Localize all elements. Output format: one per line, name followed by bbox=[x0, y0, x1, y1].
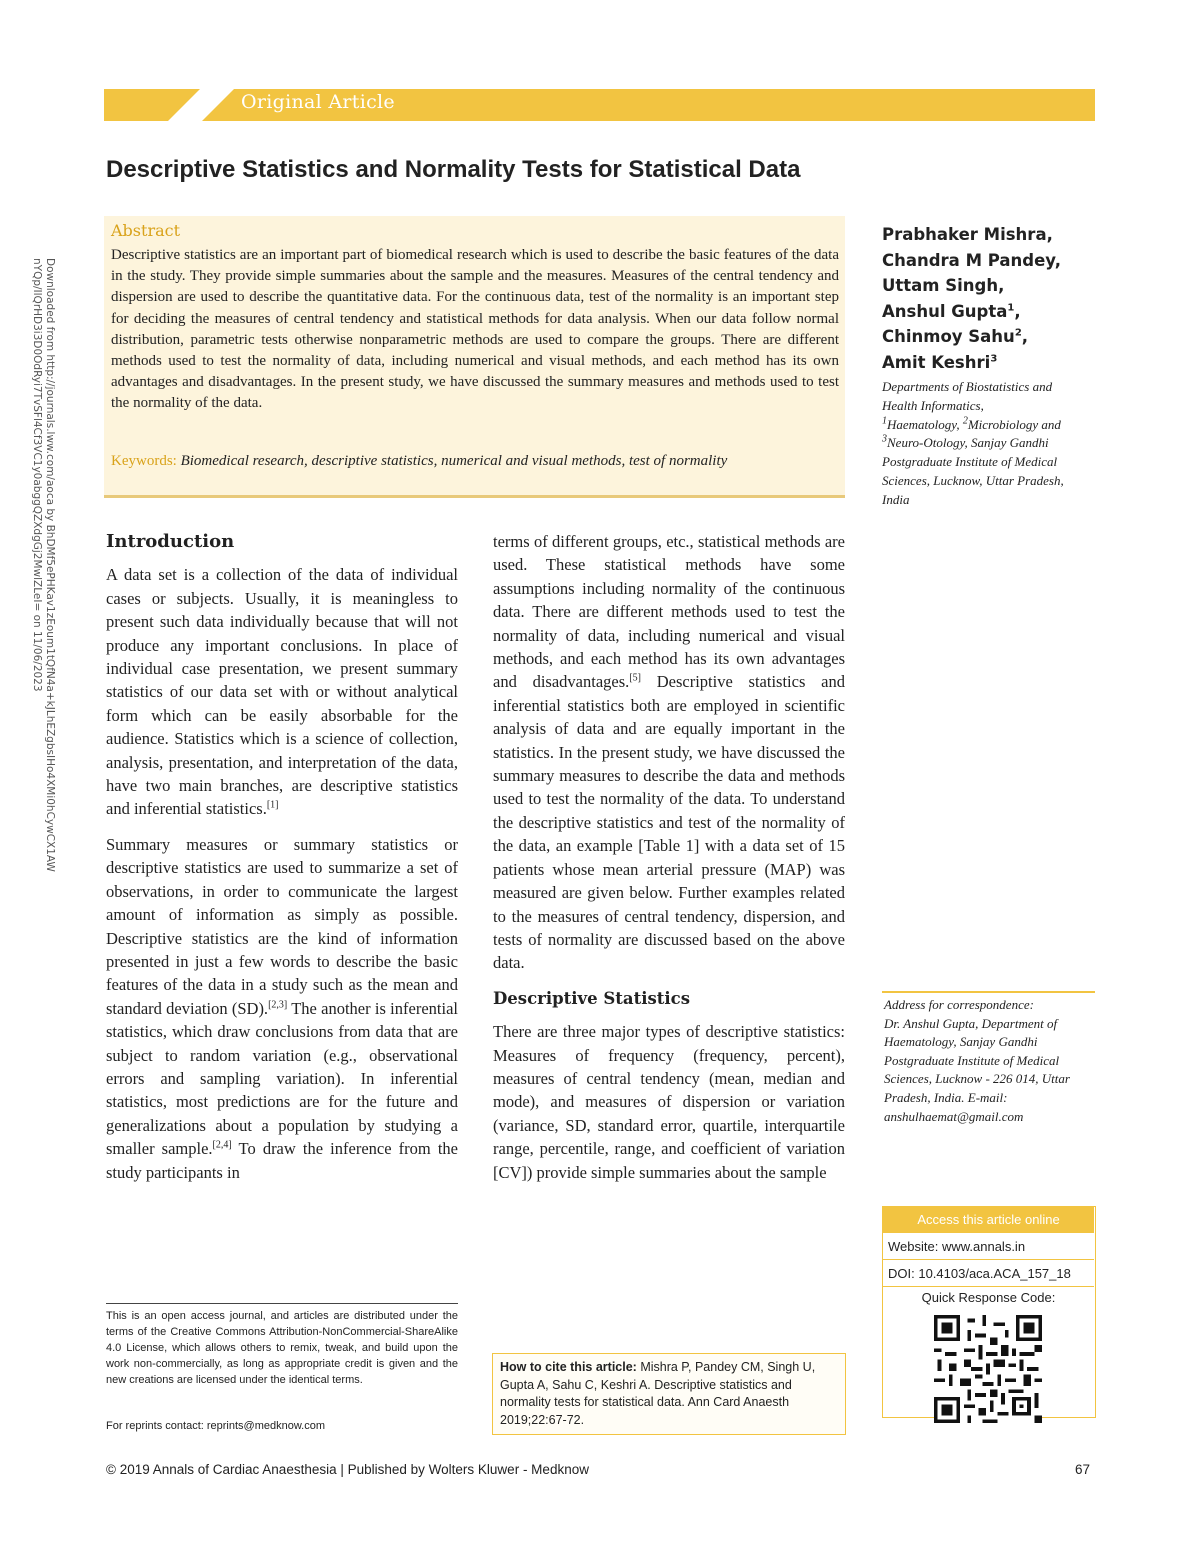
column2-paragraph-2: There are three major types of descriptive statistics: Measures of frequency (frequency, percent), measures of central tendency (mean, median and mode), and measures of dispersion or variation (variance, SD, standard error, quartile, interquartile range, percentile, range, and coefficient of variation [CV]) provide simple summaries about the sample bbox=[493, 1022, 845, 1182]
website-link[interactable]: Website: www.annals.in bbox=[883, 1234, 1094, 1260]
access-heading: Access this article online bbox=[883, 1207, 1094, 1233]
article-title: Descriptive Statistics and Normality Tests for Statistical Data bbox=[106, 156, 801, 183]
keywords bbox=[111, 451, 839, 472]
page-number: 67 bbox=[1075, 1462, 1091, 1477]
author-name: Uttam Singh, bbox=[882, 276, 1005, 295]
abstract-text: Descriptive statistics are an important part of biomedical research which is used to describe the basic features of the data in the study. They provide simple summaries about the sample and the measures. Measures of the central tendency and dispersion are used to describe the quantitative data. For the continuous data, test of the normality is an important step for deciding the measures of central tendency and statistical methods for data analysis. When our data follow normal distribution, parametric tests otherwise nonparametric methods are used to compare the groups. There are different methods used to test the normality of data, including numerical and visual methods, and each method has its own advantages and disadvantages. In the present study, we have discussed the summary measures and methods used to test the normality of the data. bbox=[111, 247, 839, 412]
body-column-left bbox=[106, 530, 458, 1196]
abstract-bottom-rule bbox=[104, 495, 845, 498]
keywords-list: Biomedical research, descriptive statistics, numerical and visual methods, test of normality bbox=[180, 453, 728, 469]
journal-footer: © 2019 Annals of Cardiac Anaesthesia | Published by Wolters Kluwer - Medknow bbox=[106, 1462, 589, 1477]
license-divider bbox=[106, 1303, 458, 1304]
correspondence-address: Address for correspondence: Dr. Anshul Gupta, Department of Haematology, Sanjay Gandhi Postgraduate Institute of Medical Sciences, Lucknow - 226 014, Uttar Pradesh, India. E-mail: anshulhaemat@gmail.com bbox=[884, 997, 1070, 1124]
doi-link[interactable]: DOI: 10.4103/aca.ACA_157_18 bbox=[883, 1261, 1094, 1287]
author-name: Chinmoy Sahu$^2$, bbox=[882, 327, 1029, 346]
abstract-heading: Abstract bbox=[111, 221, 181, 240]
how-to-cite-text: How to cite this article: Mishra P, Pandey CM, Singh U, Gupta A, Sahu C, Keshri A. Descriptive statistics and normality tests for statistical data. Ann Card Anaesth 2019;22:67-72. bbox=[500, 1360, 816, 1427]
citation-ref[interactable]: [1] bbox=[266, 799, 279, 811]
column2-paragraph-1: terms of different groups, etc., statistical methods are used. These statistical methods have some assumptions including normality of the continuous data. There are different methods used to test the normality of data, including numerical and visual methods, and each method has its own advantages and disadvantages.[5] Descriptive statistics and inferential statistics both are employed in scientific analysis of data and are equally important in the statistics. In the present study, we have discussed the summary measures to describe the data and methods used to test the normality of the data. To understand the descriptive statistics and test of the normality of the data, an example [Table 1] with a data set of 15 patients whose mean arterial pressure (MAP) was measured are given below. Further examples related to the measures of central tendency, dispersion, and tests of normality are discussed based on the above data. bbox=[493, 532, 845, 973]
body-column-right bbox=[493, 530, 845, 1196]
citation-ref[interactable]: [2,3] bbox=[268, 999, 288, 1011]
margin-note-text: Downloaded from http://journals.lww.com/aoca by BhDMf5ePHKav1zEoum1tQfN4a+kJLhEZgbsIHo4XMi0hCywCX1AW nYQp/IlQrHD3i3D0OdRyi7TvSFl4Cf3VC1y0abggQZXdgGj2MwlZLeI= on 11/06/2023 bbox=[31, 258, 56, 872]
introduction-paragraph-1: A data set is a collection of the data of individual cases or subjects. Usually, it is meaningless to present such data individually because that will not produce any important conclusions. In place of individual case presentation, we present summary statistics of our data set with or without analytical form which can be easily absorbable for the audience. Statistics which is a science of collection, analysis, presentation, and interpretation of the data, have two main branches, are descriptive statistics and inferential statistics.[1] bbox=[106, 565, 458, 819]
descriptive-statistics-heading: Descriptive Statistics bbox=[493, 988, 690, 1008]
qr-label: Quick Response Code: bbox=[921, 1290, 1056, 1305]
keywords-label: Keywords: bbox=[111, 453, 177, 469]
author-name: Anshul Gupta$^1$, bbox=[882, 301, 1021, 321]
author-list bbox=[882, 222, 1102, 375]
reprints-contact: For reprints contact: reprints@medknow.com bbox=[106, 1420, 326, 1432]
section-label: Original Article bbox=[241, 91, 395, 113]
citation-ref[interactable]: [2,4] bbox=[212, 1139, 232, 1151]
citation-ref[interactable]: [5] bbox=[629, 672, 641, 684]
author-name: Chandra M Pandey, bbox=[882, 250, 1062, 270]
qr-code-icon[interactable] bbox=[934, 1315, 1042, 1423]
author-name: Prabhaker Mishra, bbox=[882, 225, 1053, 244]
download-margin-note bbox=[30, 258, 56, 888]
introduction-heading: Introduction bbox=[106, 531, 235, 552]
author-name: Amit Keshri$^3$ bbox=[882, 352, 998, 372]
introduction-paragraph-2: Summary measures or summary statistics or descriptive statistics are used to summarize a set of observations, in order to communicate the largest amount of information as simply as possible. Descriptive statistics are the kind of information presented in just a few words to describe the basic features of the data in a study such as the mean and standard deviation (SD).[2,3] The another is inferential statistics, which draw conclusions from data that are subject to random variation (e.g., observational errors and sampling variation). In inferential statistics, most predictions are for the future and generalizations about a population by studying a smaller sample.[2,4] To draw the inference from the study participants in bbox=[106, 834, 458, 1182]
affiliations: Departments of Biostatistics and Health Informatics, $^1$Haematology, $^2$Microbiology and $^3$Neuro-Otology, Sanjay Gandhi Postgraduate Institute of Medical Sciences, Lucknow, Uttar Pradesh, India bbox=[882, 379, 1064, 507]
license-note: This is an open access journal, and articles are distributed under the terms of the Creative Commons Attribution-NonCommercial-ShareAlike 4.0 License, which allows others to remix, tweak, and build upon the work non-commercially, as long as appropriate credit is given and the new creations are licensed under the identical terms. bbox=[106, 1310, 458, 1386]
correspondence-rule bbox=[882, 991, 1095, 993]
